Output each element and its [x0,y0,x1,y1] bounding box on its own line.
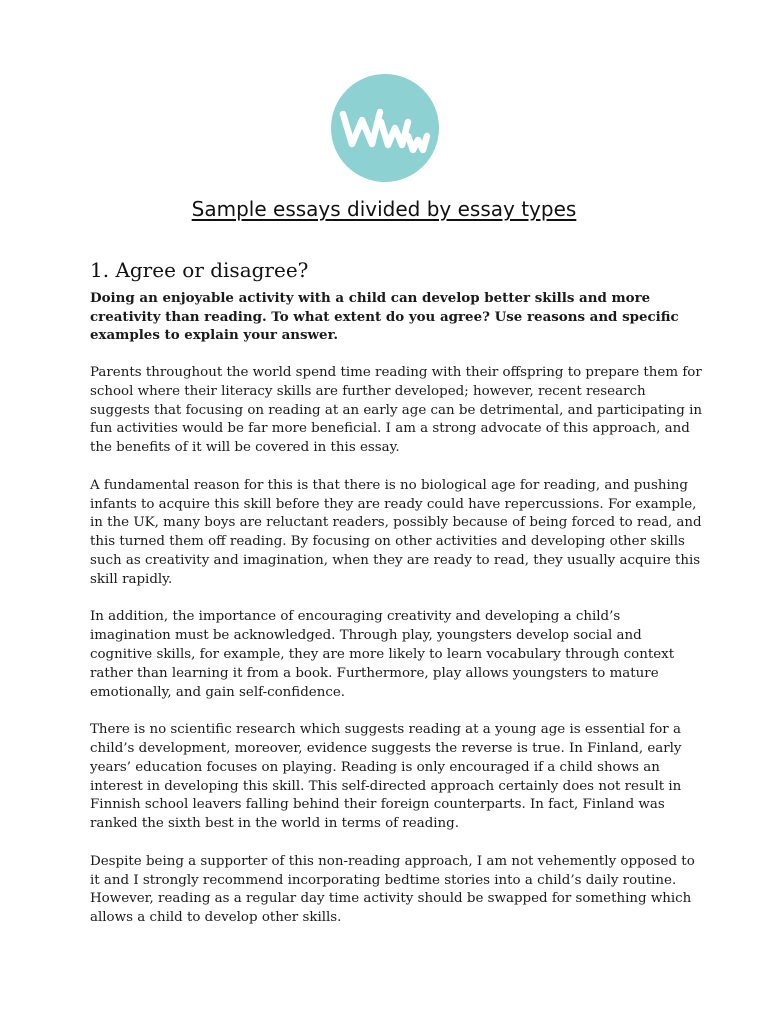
paragraph-line: the benefits of it will be covered in this essay. [90,440,400,456]
prompt-line: creativity than reading. To what extent do you agree? Use reasons and specific [90,308,679,325]
paragraph-line: it and I strongly recommend incorporating bedtime stories into a child’s daily routine. [90,872,677,888]
prompt-line: examples to explain your answer. [90,327,339,344]
paragraph-line: However, reading as a regular day time activity should be swapped for something which [90,891,692,907]
paragraph-line: Parents throughout the world spend time reading with their offspring to prepare them for [90,365,702,380]
paragraph-line: ranked the sixth best in the world in terms of reading. [90,816,460,832]
essay-paragraph-body-1 [90,477,702,590]
essay-paragraph-body-3 [90,721,690,834]
www-logo [331,74,439,182]
document-title: Sample essays divided by essay types [191,197,577,221]
essay-prompt [90,289,679,345]
paragraph-line: skill rapidly. [90,571,173,587]
paragraph-line: fun activities would be far more beneficial. I am a strong advocate of this approach, and [90,421,690,437]
paragraph-line: A fundamental reason for this is that there is no biological age for reading, and pushing [90,477,688,493]
paragraph-line: cognitive skills, for example, they are more likely to learn vocabulary through context [90,646,675,662]
paragraph-line: allows a child to develop other skills. [90,910,342,926]
paragraph-line: in the UK, many boys are reluctant readers, possibly because of being forced to read, and [90,515,702,531]
paragraph-line: years’ education focuses on playing. Reading is only encouraged if a child shows an [90,759,660,775]
paragraph-line: In addition, the importance of encouraging creativity and developing a child’s [90,609,621,625]
paragraph-line: school where their literacy skills are further developed; however, recent research [90,383,646,399]
paragraph-line: Despite being a supporter of this non-reading approach, I am not vehemently opposed to [90,853,695,869]
essay-paragraph-conclusion [90,853,695,928]
essay-body [90,364,703,947]
essay-paragraph-intro [90,364,703,458]
essay-paragraph-body-2 [90,608,690,702]
paragraph-line: imagination must be acknowledged. Through play, youngsters develop social and [90,628,642,644]
paragraph-line: such as creativity and imagination, when they are ready to read, they usually acquire this [90,552,701,568]
paragraph-line: emotionally, and gain self-confidence. [90,684,346,700]
section-heading: 1. Agree or disagree? [90,258,309,282]
paragraph-line: infants to acquire this skill before they are ready could have repercussions. For example, [90,496,697,512]
prompt-line: Doing an enjoyable activity with a child can develop better skills and more [90,290,651,306]
paragraph-line: interest in developing this skill. This self-directed approach certainly does not result in [90,778,682,794]
paragraph-line: suggests that focusing on reading at an early age can be detrimental, and participating in [90,402,703,418]
paragraph-line: rather than learning it from a book. Furthermore, play allows youngsters to mature [90,665,659,681]
paragraph-line: child’s development, moreover, evidence suggests the reverse is true. In Finland, early [90,740,682,756]
www-logo-mark [331,74,439,182]
paragraph-line: this turned them off reading. By focusing on other activities and developing other skills [90,534,685,550]
paragraph-line: There is no scientific research which suggests reading at a young age is essential for a [90,722,681,738]
paragraph-line: Finnish school leavers falling behind their foreign counterparts. In fact, Finland was [90,797,665,813]
